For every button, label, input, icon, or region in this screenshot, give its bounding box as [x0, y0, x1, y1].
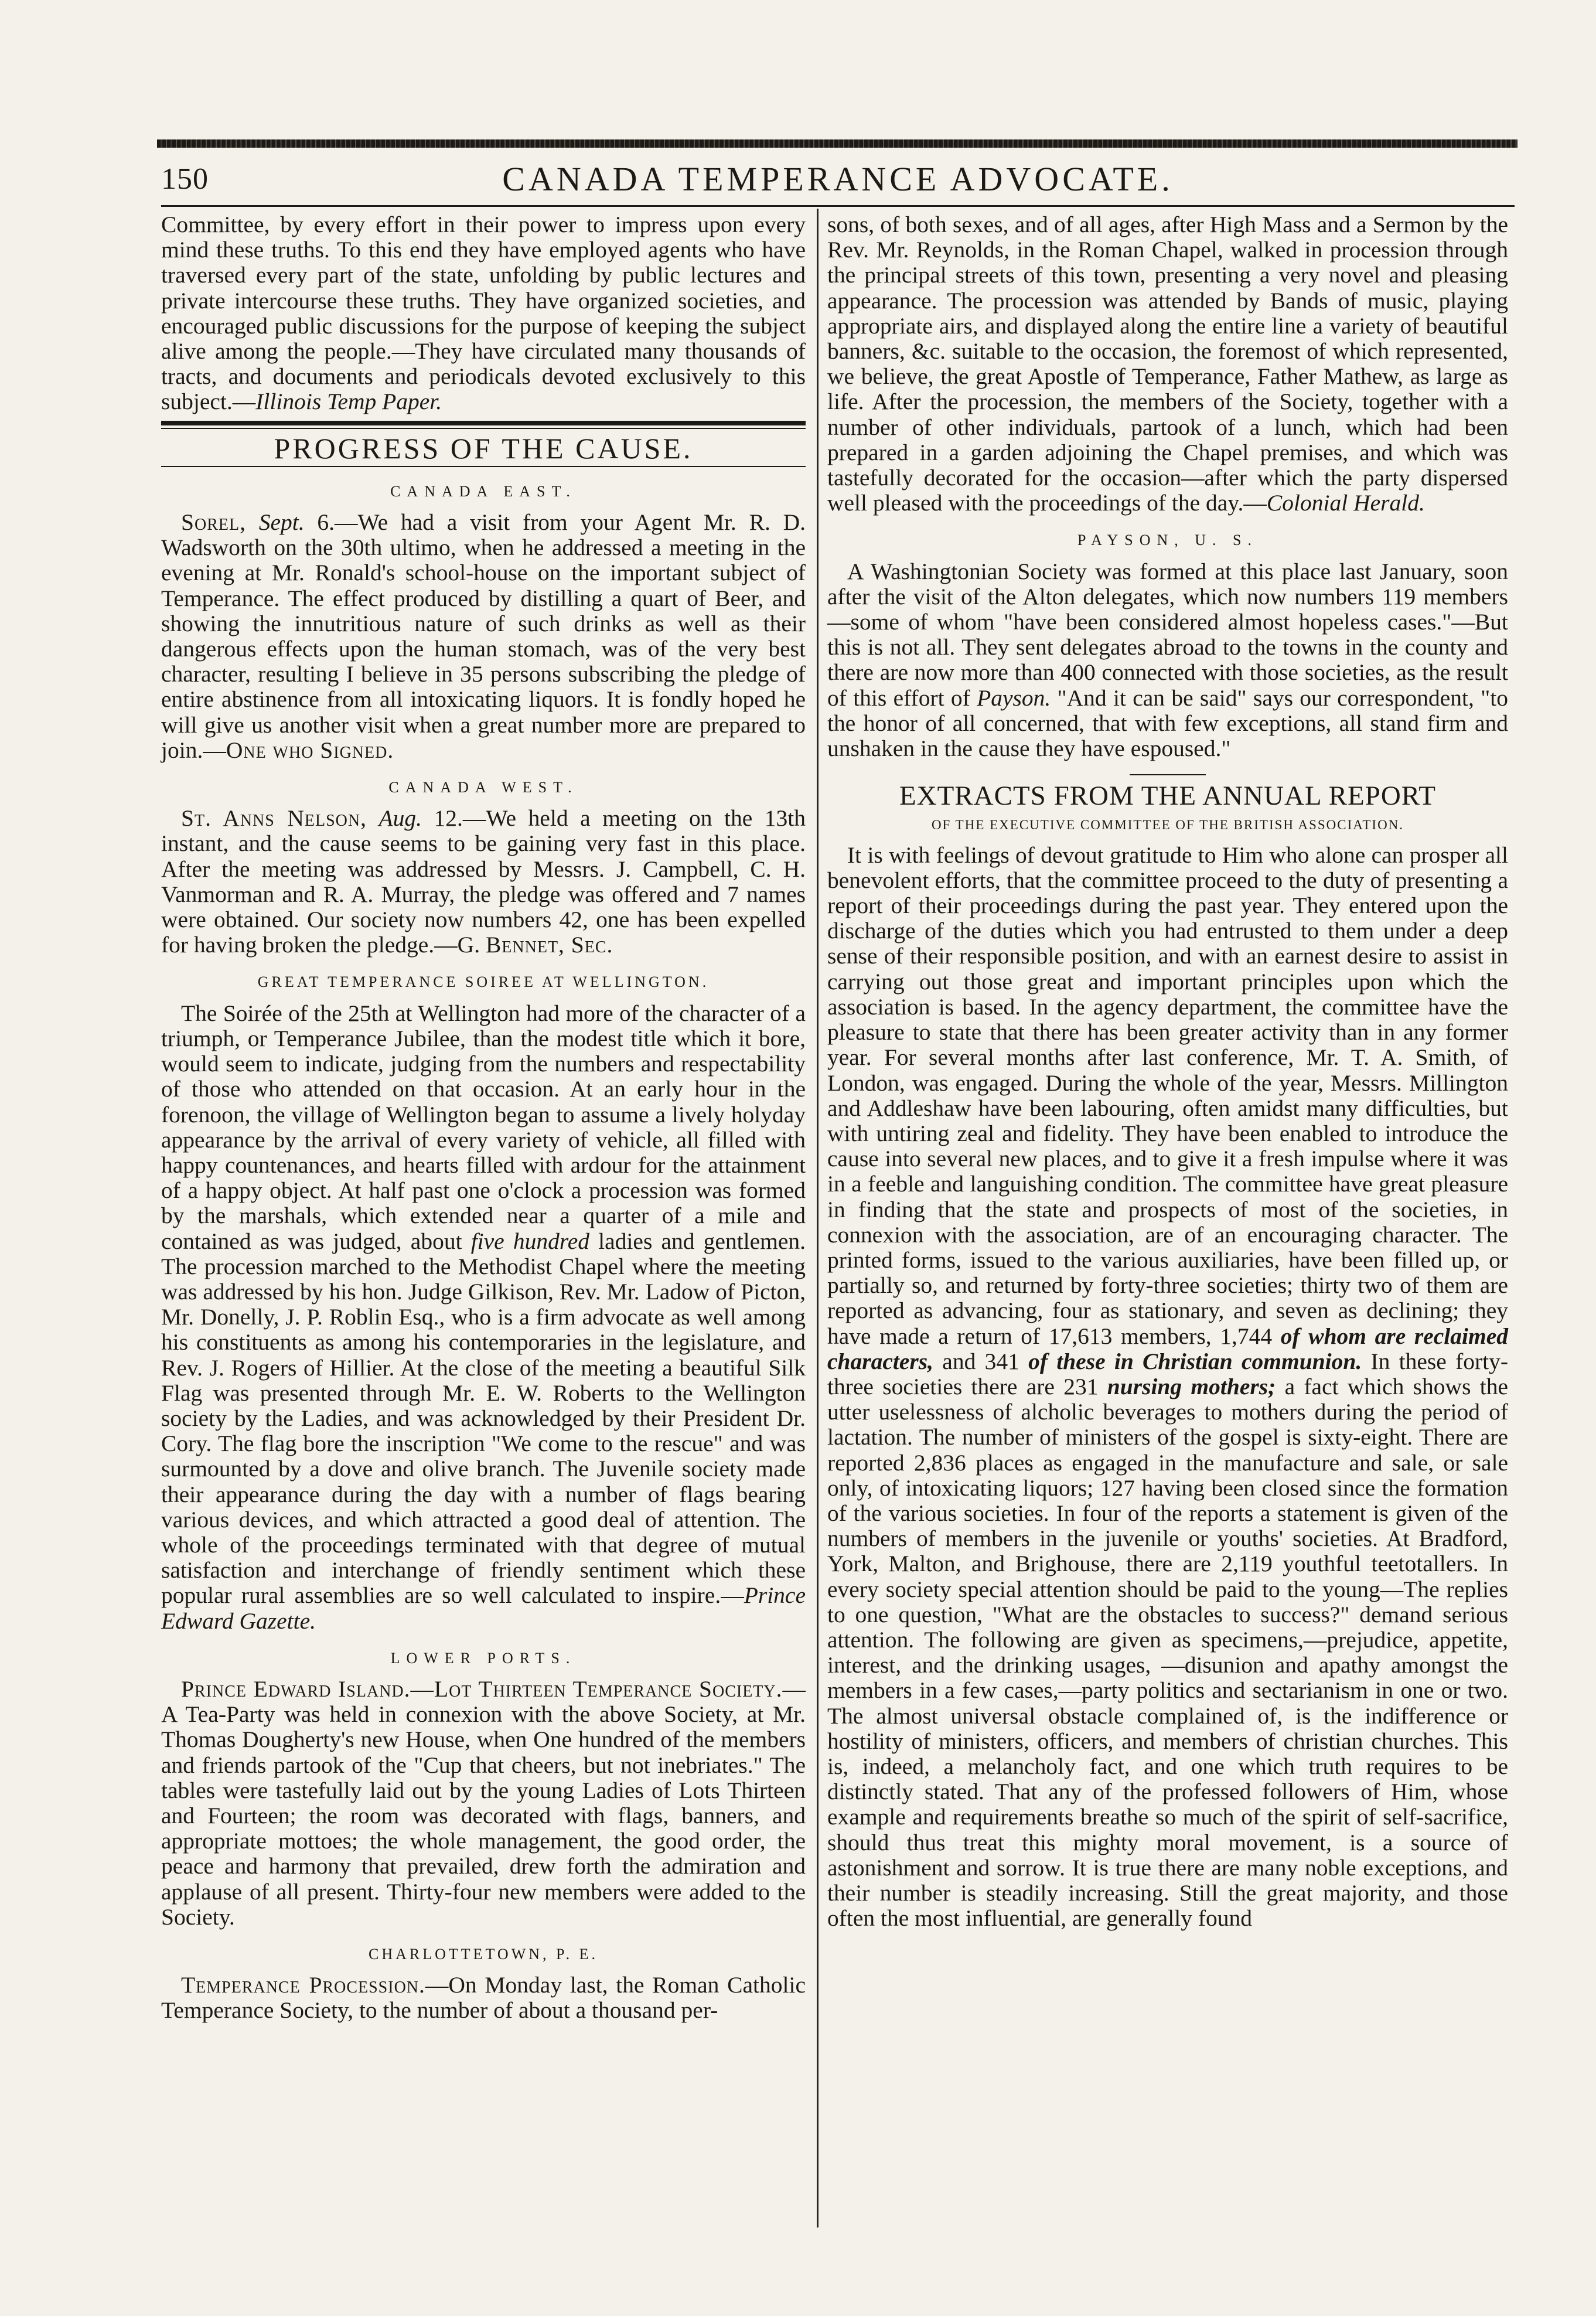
ornamental-top-rule: [157, 139, 1517, 148]
left-column: [161, 212, 806, 2024]
dateline-canada-west: CANADA WEST.: [388, 779, 578, 796]
wellington-source: Prince Edward Gazette.: [161, 1582, 806, 1634]
dateline-payson: PAYSON, U. S.: [1077, 532, 1258, 549]
charlottetown-report: Temperance Procession.—On Monday last, the Roman Catholic Temperance Society, to the number of about a thousand per-: [161, 1972, 806, 2024]
extracts-subtitle: OF THE EXECUTIVE COMMITTEE OF THE BRITISH ASSOCIATION.: [931, 818, 1404, 833]
short-rule: [1130, 774, 1206, 775]
wellington-report: The Soirée of the 25th at Wellington had more of the character of a triumph, or Temperance Jubilee, than the modest title which it bore, would seem to indicate, judging from the numbers and respectability of those who attended on that occasion. At an early hour in the forenoon, the village of Wellington began to assume a lively holyday appearance by the arrival of every variety of vehicle, all filled with happy countenances, and hearts filled with ardour for the attainment of a happy object. At half past one o'clock a procession was formed by the marshals, which extended near a quarter of a mile and contained as was judged, about five hundred ladies and gentlemen. The procession marched to the Methodist Chapel where the meeting was addressed by his hon. Judge Gilkison, Rev. Mr. Ladow of Picton, Mr. Donelly, J. P. Roblin Esq., who is a firm advocate as well among his constituents as among his contemporaries in the legislature, and Rev. J. Rogers of Hillier. At the close of the meeting a beautiful Silk Flag was presented through Mr. E. W. Roberts to the Wellington society by the Ladies, and was acknowledged by their President Dr. Cory. The flag bore the inscription "We come to the rescue" and was surmounted by a dove and olive branch. The Juvenile society made their appearance during the day with a number of flags bearing various devices, and which attracted a good deal of attention. The whole of the proceedings terminated with that degree of mutual satisfaction and interchange of friendly sentiment which these popular rural assemblies are so well calculated to inspire.—Prince Edward Gazette.: [161, 1000, 806, 1634]
colonial-herald-source: Colonial Herald.: [1266, 490, 1425, 516]
charlottetown-heading: CHARLOTTETOWN, P. E.: [368, 1946, 598, 1963]
progress-section-header: [161, 421, 806, 467]
section-title: PROGRESS OF THE CAUSE.: [274, 431, 693, 465]
page-header: [161, 157, 1515, 204]
canada-east-report: Sorel, Sept. 6.—We had a visit from your Agent Mr. R. D. Wadsworth on the 30th ultimo, when he addressed a meeting in the evening at Mr. Ronald's school-house on the important subject of Temperance. The effect produced by distilling a quart of Beer, and showing the innutritious nature of such drinks as well as their dangerous effects upon the human stomach, was of the very best character, resulting I believe in 35 persons subscribing the pledge of entire abstinence from all intoxicating liquors. It is fondly hoped he will give us another visit when a great number more are prepared to join.—One who Signed.: [161, 509, 806, 763]
payson-report: A Washingtonian Society was formed at this place last January, soon after the visit of the Alton delegates, which now numbers 119 members—some of whom "have been considered almost hopeless cases."—But this is not all. They sent delegates abroad to the towns in the county and there are now more than 400 connected with those societies, as the result of this effort of Payson. "And it can be said" says our correspondent, "to the honor of all concerned, that with few exceptions, all stand firm and unshaken in the cause they have espoused.": [827, 558, 1508, 762]
lower-ports-report: Prince Edward Island.—Lot Thirteen Temperance Society.—A Tea-Party was held in connexion with the above Society, at Mr. Thomas Dougherty's new House, when One hundred of the members and friends partook of the "Cup that cheers, but not inebriates." The tables were tastefully laid out by the young Ladies of Lots Thirteen and Fourteen; the room was decorated with flags, banners, and appropriate mottoes; the whole management, the good order, the peace and harmony that prevailed, drew forth the admiration and applause of all present. Thirty-four new members were added to the Society.: [161, 1675, 806, 1930]
dateline-lower-ports: LOWER PORTS.: [390, 1649, 577, 1667]
thin-rule: [161, 466, 806, 467]
header-rule: [161, 205, 1515, 207]
right-column: [827, 212, 1508, 1931]
page-number: 150: [161, 162, 209, 196]
intro-paragraph: Committee, by every effort in their power to impress upon every mind these truths. To this end they have employed agents who have traversed every part of the state, unfolding by public lectures and private intercourse these truths. They have organized societies, and encouraged public discussions for the purpose of keeping the subject alive among the people.—They have circulated many thousands of tracts, and documents and periodicals devoted exclusively to this subject.—Illinois Temp Paper.: [161, 212, 806, 415]
heavy-rule: [161, 421, 806, 425]
annual-report-body: It is with feelings of devout gratitude to Him who alone can prosper all benevolent efforts, that the committee proceed to the duty of presenting a report of their proceedings during the past year. They entered upon the discharge of the duties which you had entrusted to them under a deep sense of their responsible position, and with an earnest desire to assist in carrying out those great and important principles upon which the association is based. In the agency department, the committee have the pleasure to state that there has been greater activity than in any former year. For several months after last conference, Mr. T. A. Smith, of London, was engaged. During the whole of the year, Messrs. Millington and Addleshaw have been labouring, often amidst many difficulties, but with untiring zeal and fidelity. They have been enabled to introduce the cause into several new places, and to give it a fresh impulse where it was in a feeble and languishing condition. The committee have great pleasure in finding that the state and prospects of most of the societies, in connexion with the association, are of an encouraging character. The printed forms, issued to the various auxiliaries, have been filled up, or partially so, and returned by forty-three societies; thirty two of them are reported as advancing, four as stationary, and seven as declining; they have made a return of 17,613 members, 1,744 of whom are reclaimed characters, and 341 of these in Christian communion. In these forty-three societies there are 231 nursing mothers; a fact which shows the utter uselessness of alcholic beverages to mothers during the period of lactation. The number of ministers of the gospel is sixty-eight. There are reported 2,836 places as engaged in the manufacture and sale, or sale only, of intoxicating liquors; 127 having been closed since the formation of the various societies. In four of the reports a statement is given of the numbers of members in the juvenile or youths' societies. At Bradford, York, Malton, and Brighouse, there are 2,119 youthful teetotallers. In every society special attention should be paid to the young—The replies to one question, "What are the obstacles to success?" demand serious attention. The following are given as specimens,—prejudice, appetite, interest, and the drinking usages, —disunion and apathy amongst the members in a few cases,—party politics and sectarianism in one or two. The almost universal obstacle complained of, is the indifference or hostility of ministers, officers, and members of christian churches. This is, indeed, a melancholy fact, and one which truth requires to be distinctly stated. That any of the professed followers of Him, whose example and requirements breathe so much of the spirit of self-sacrifice, should thus treat this mighty moral movement, is a source of astonishment and sorrow. It is true there are many noble exceptions, and their number is steadily increasing. Still the great majority, and those often the most influential, are generally found: [827, 842, 1508, 1932]
wellington-heading: GREAT TEMPERANCE SOIREE AT WELLINGTON.: [257, 973, 710, 991]
dateline-canada-east: CANADA EAST.: [390, 482, 577, 500]
extracts-title: EXTRACTS FROM THE ANNUAL REPORT: [899, 781, 1437, 812]
canada-west-report: St. Anns Nelson, Aug. 12.—We held a meeting on the 13th instant, and the cause seems to be gaining very fast in this place. After the meeting was addressed by Messrs. J. Campbell, C. H. Vanmorman and R. A. Murray, the pledge was offered and 7 names were obtained. Our society now numbers 42, one has been expelled for having broken the pledge.—G. Bennet, Sec.: [161, 805, 806, 958]
charlottetown-continued: sons, of both sexes, and of all ages, after High Mass and a Sermon by the Rev. Mr. Reynolds, in the Roman Chapel, walked in procession through the principal streets of this town, presenting a very novel and pleasing appearance. The procession was attended by Bands of music, playing appropriate airs, and displayed along the entire line a variety of beautiful banners, &c. suitable to the occasion, the foremost of which represented, we believe, the great Apostle of Temperance, Father Mathew, as large as life. After the procession, the members of the Society, together with a number of other individuals, partook of a lunch, which had been prepared in a garden adjoining the Chapel premises, and which was tastefully decorated for the occasion—after which the party dispersed well pleased with the proceedings of the day.—Colonial Herald.: [827, 212, 1508, 516]
running-title: CANADA TEMPERANCE ADVOCATE.: [502, 160, 1174, 198]
thin-rule: [161, 428, 806, 429]
intro-source: Illinois Temp Paper.: [255, 389, 442, 415]
column-divider: [817, 209, 819, 2228]
